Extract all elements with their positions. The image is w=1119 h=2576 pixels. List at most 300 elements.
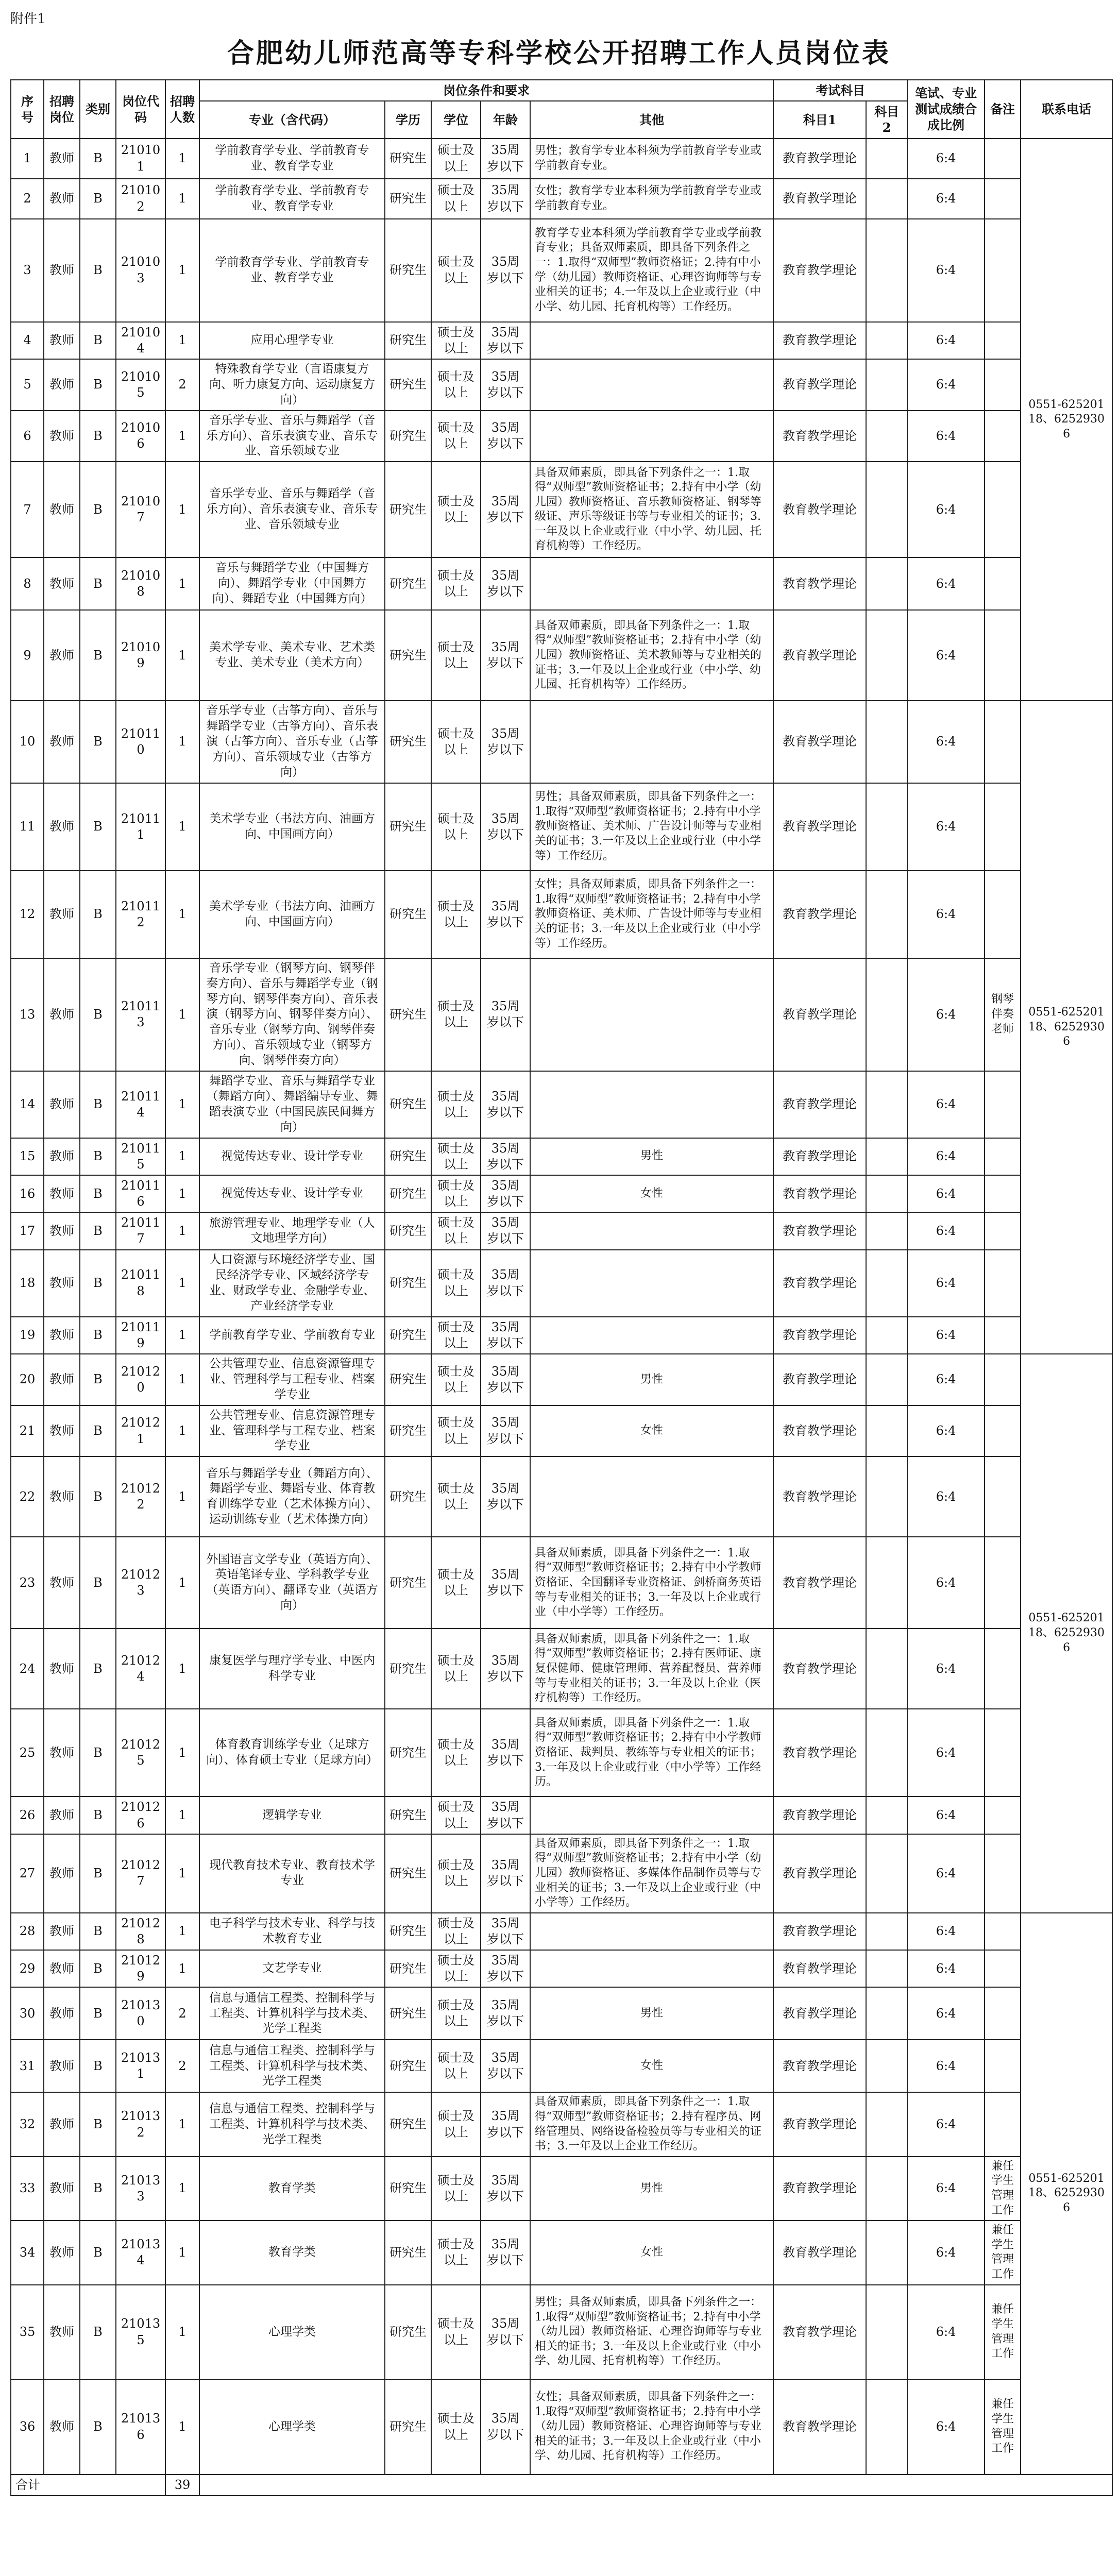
cell-degree: 硕士及以上 (431, 1797, 481, 1834)
cell-post: 教师 (44, 958, 80, 1071)
cell-remark (985, 783, 1021, 871)
cell-seq: 11 (11, 783, 44, 871)
cell-other (530, 1913, 773, 1950)
cell-age: 35周岁以下 (481, 2157, 530, 2221)
cell-post: 教师 (44, 359, 80, 411)
cell-count: 1 (165, 1250, 199, 1317)
cell-ratio: 6:4 (907, 1071, 985, 1138)
cell-remark: 兼任学生管理工作 (985, 2221, 1021, 2284)
cell-seq: 15 (11, 1138, 44, 1175)
cell-category: B (80, 139, 116, 179)
total-label: 合计 (11, 2475, 165, 2496)
cell-post: 教师 (44, 1913, 80, 1950)
cell-subject2 (866, 359, 907, 411)
cell-degree: 硕士及以上 (431, 1987, 481, 2040)
cell-degree: 硕士及以上 (431, 1537, 481, 1629)
cell-age: 35周岁以下 (481, 1138, 530, 1175)
cell-education: 研究生 (385, 1250, 431, 1317)
cell-post: 教师 (44, 610, 80, 701)
cell-education: 研究生 (385, 1797, 431, 1834)
cell-category: B (80, 1950, 116, 1987)
table-row (11, 322, 1112, 359)
cell-ratio: 6:4 (907, 1212, 985, 1249)
cell-seq: 24 (11, 1629, 44, 1709)
cell-age: 35周岁以下 (481, 701, 530, 783)
cell-ratio: 6:4 (907, 557, 985, 610)
cell-age: 35周岁以下 (481, 1456, 530, 1537)
cell-age: 35周岁以下 (481, 322, 530, 359)
table-row (11, 1405, 1112, 1457)
cell-other: 女性 (530, 2040, 773, 2092)
cell-ratio: 6:4 (907, 1834, 985, 1913)
table-row (11, 359, 1112, 411)
header-seq: 序号 (11, 80, 44, 139)
cell-education: 研究生 (385, 139, 431, 179)
table-row (11, 1629, 1112, 1709)
cell-code: 210125 (116, 1709, 165, 1797)
table-row (11, 1250, 1112, 1317)
cell-count: 1 (165, 610, 199, 701)
cell-subject2 (866, 1709, 907, 1797)
cell-education: 研究生 (385, 1629, 431, 1709)
cell-age: 35周岁以下 (481, 1629, 530, 1709)
cell-education: 研究生 (385, 2285, 431, 2380)
cell-subject2 (866, 1354, 907, 1405)
cell-subject2 (866, 139, 907, 179)
cell-category: B (80, 179, 116, 219)
cell-major: 外国语言文学专业（英语方向）、英语笔译专业、学科教学专业（英语方向）、翻译专业（英语方向） (199, 1537, 385, 1629)
cell-major: 康复医学与理疗学专业、中医内科学专业 (199, 1629, 385, 1709)
cell-subject1: 教育教学理论 (773, 1834, 866, 1913)
cell-code: 210121 (116, 1405, 165, 1457)
cell-subject2 (866, 2157, 907, 2221)
cell-count: 1 (165, 219, 199, 322)
cell-category: B (80, 1354, 116, 1405)
cell-education: 研究生 (385, 1138, 431, 1175)
cell-code: 210135 (116, 2285, 165, 2380)
cell-code: 210107 (116, 462, 165, 557)
cell-code: 210128 (116, 1913, 165, 1950)
cell-seq: 2 (11, 179, 44, 219)
cell-count: 1 (165, 1405, 199, 1457)
cell-age: 35周岁以下 (481, 610, 530, 701)
cell-other: 男性 (530, 1138, 773, 1175)
cell-age: 35周岁以下 (481, 462, 530, 557)
cell-category: B (80, 2221, 116, 2284)
cell-other (530, 1071, 773, 1138)
cell-seq: 14 (11, 1071, 44, 1138)
cell-degree: 硕士及以上 (431, 610, 481, 701)
cell-category: B (80, 2157, 116, 2221)
header-subject1: 科目1 (773, 101, 866, 138)
cell-remark (985, 1537, 1021, 1629)
cell-subject1: 教育教学理论 (773, 322, 866, 359)
cell-subject2 (866, 1317, 907, 1354)
cell-seq: 7 (11, 462, 44, 557)
cell-subject1: 教育教学理论 (773, 1175, 866, 1212)
cell-code: 210131 (116, 2040, 165, 2092)
cell-count: 1 (165, 2157, 199, 2221)
cell-seq: 9 (11, 610, 44, 701)
cell-degree: 硕士及以上 (431, 411, 481, 462)
cell-seq: 28 (11, 1913, 44, 1950)
total-empty (199, 2475, 1112, 2496)
cell-subject1: 教育教学理论 (773, 1405, 866, 1457)
cell-code: 210110 (116, 701, 165, 783)
cell-seq: 5 (11, 359, 44, 411)
cell-major: 特殊教育学专业（言语康复方向、听力康复方向、运动康复方向） (199, 359, 385, 411)
cell-remark (985, 411, 1021, 462)
cell-other: 具备双师素质，即具备下列条件之一：1.取得“双师型”教师资格证书；2.持有医师证、康复保健师、健康管理师、营养配餐员、营养师等与专业相关的证书；3.一年及以上企业（医疗机构等）工作经历。 (530, 1629, 773, 1709)
cell-post: 教师 (44, 2040, 80, 2092)
cell-count: 2 (165, 2040, 199, 2092)
cell-post: 教师 (44, 1987, 80, 2040)
table-row (11, 871, 1112, 958)
cell-age: 35周岁以下 (481, 179, 530, 219)
cell-subject2 (866, 871, 907, 958)
cell-education: 研究生 (385, 1537, 431, 1629)
cell-seq: 20 (11, 1354, 44, 1405)
cell-major: 现代教育技术专业、教育技术学专业 (199, 1834, 385, 1913)
cell-education: 研究生 (385, 2157, 431, 2221)
cell-major: 教育学类 (199, 2157, 385, 2221)
header-count: 招聘人数 (165, 80, 199, 139)
cell-category: B (80, 2092, 116, 2156)
cell-major: 音乐学专业、音乐与舞蹈学（音乐方向）、音乐表演专业、音乐专业、音乐领域专业 (199, 411, 385, 462)
cell-count: 2 (165, 1987, 199, 2040)
cell-remark (985, 1317, 1021, 1354)
cell-age: 35周岁以下 (481, 557, 530, 610)
cell-subject1: 教育教学理论 (773, 958, 866, 1071)
cell-subject1: 教育教学理论 (773, 462, 866, 557)
cell-ratio: 6:4 (907, 2092, 985, 2156)
cell-ratio: 6:4 (907, 958, 985, 1071)
cell-code: 210101 (116, 139, 165, 179)
cell-phone: 0551-62520118、62529306 (1021, 139, 1112, 701)
cell-count: 1 (165, 2221, 199, 2284)
cell-seq: 25 (11, 1709, 44, 1797)
cell-subject2 (866, 411, 907, 462)
header-phone: 联系电话 (1021, 80, 1112, 139)
cell-subject2 (866, 1913, 907, 1950)
cell-education: 研究生 (385, 219, 431, 322)
cell-major: 信息与通信工程类、控制科学与工程类、计算机科学与技术类、光学工程类 (199, 2040, 385, 2092)
cell-subject2 (866, 2285, 907, 2380)
cell-subject2 (866, 2221, 907, 2284)
cell-ratio: 6:4 (907, 1354, 985, 1405)
cell-ratio: 6:4 (907, 322, 985, 359)
cell-code: 210109 (116, 610, 165, 701)
cell-count: 1 (165, 557, 199, 610)
cell-seq: 34 (11, 2221, 44, 2284)
cell-category: B (80, 1405, 116, 1457)
cell-degree: 硕士及以上 (431, 1317, 481, 1354)
cell-age: 35周岁以下 (481, 139, 530, 179)
cell-ratio: 6:4 (907, 1629, 985, 1709)
cell-major: 逻辑学专业 (199, 1797, 385, 1834)
cell-ratio: 6:4 (907, 1987, 985, 2040)
header-exam: 考试科目 (773, 80, 907, 101)
cell-age: 35周岁以下 (481, 783, 530, 871)
cell-other: 具备双师素质，即具备下列条件之一：1.取得“双师型”教师资格证书；2.持有中小学教师资格证、全国翻译专业资格证、剑桥商务英语等与专业相关的证书；3.一年及以上企业或行业（中小学等）工作经历。 (530, 1537, 773, 1629)
cell-count: 1 (165, 871, 199, 958)
cell-major: 信息与通信工程类、控制科学与工程类、计算机科学与技术类、光学工程类 (199, 1987, 385, 2040)
cell-code: 210115 (116, 1138, 165, 1175)
cell-other (530, 701, 773, 783)
cell-remark (985, 1405, 1021, 1457)
cell-seq: 30 (11, 1987, 44, 2040)
cell-other (530, 411, 773, 462)
cell-count: 1 (165, 1537, 199, 1629)
cell-major: 舞蹈学专业、音乐与舞蹈学专业（舞蹈方向）、舞蹈编导专业、舞蹈表演专业（中国民族民间舞方向） (199, 1071, 385, 1138)
cell-subject1: 教育教学理论 (773, 1138, 866, 1175)
cell-education: 研究生 (385, 958, 431, 1071)
cell-ratio: 6:4 (907, 2040, 985, 2092)
cell-subject1: 教育教学理论 (773, 411, 866, 462)
cell-post: 教师 (44, 1354, 80, 1405)
cell-remark (985, 1797, 1021, 1834)
cell-category: B (80, 701, 116, 783)
cell-category: B (80, 462, 116, 557)
table-row (11, 1456, 1112, 1537)
cell-seq: 13 (11, 958, 44, 1071)
cell-category: B (80, 1175, 116, 1212)
cell-category: B (80, 2040, 116, 2092)
table-row (11, 179, 1112, 219)
cell-code: 210122 (116, 1456, 165, 1537)
cell-education: 研究生 (385, 1834, 431, 1913)
cell-degree: 硕士及以上 (431, 2040, 481, 2092)
cell-major: 公共管理专业、信息资源管理专业、管理科学与工程专业、档案学专业 (199, 1354, 385, 1405)
cell-degree: 硕士及以上 (431, 359, 481, 411)
cell-age: 35周岁以下 (481, 359, 530, 411)
table-row (11, 219, 1112, 322)
table-row (11, 411, 1112, 462)
cell-remark (985, 359, 1021, 411)
table-row (11, 1913, 1112, 1950)
cell-age: 35周岁以下 (481, 1405, 530, 1457)
cell-post: 教师 (44, 1138, 80, 1175)
cell-other (530, 1456, 773, 1537)
header-code: 岗位代码 (116, 80, 165, 139)
cell-count: 1 (165, 701, 199, 783)
cell-education: 研究生 (385, 1354, 431, 1405)
cell-subject1: 教育教学理论 (773, 1317, 866, 1354)
cell-category: B (80, 958, 116, 1071)
cell-remark (985, 1913, 1021, 1950)
cell-degree: 硕士及以上 (431, 179, 481, 219)
table-row (11, 2157, 1112, 2221)
cell-post: 教师 (44, 1175, 80, 1212)
header-remark: 备注 (985, 80, 1021, 139)
cell-ratio: 6:4 (907, 610, 985, 701)
cell-education: 研究生 (385, 1709, 431, 1797)
cell-remark (985, 1709, 1021, 1797)
cell-ratio: 6:4 (907, 219, 985, 322)
cell-remark (985, 610, 1021, 701)
header-major: 专业（含代码） (199, 101, 385, 138)
cell-subject2 (866, 1456, 907, 1537)
cell-post: 教师 (44, 2092, 80, 2156)
table-row (11, 1212, 1112, 1249)
cell-education: 研究生 (385, 359, 431, 411)
cell-remark (985, 1250, 1021, 1317)
cell-remark (985, 1354, 1021, 1405)
cell-subject1: 教育教学理论 (773, 1950, 866, 1987)
cell-age: 35周岁以下 (481, 1913, 530, 1950)
table-row (11, 1175, 1112, 1212)
positions-table (10, 79, 1113, 2496)
cell-degree: 硕士及以上 (431, 958, 481, 1071)
cell-other (530, 322, 773, 359)
cell-ratio: 6:4 (907, 462, 985, 557)
cell-category: B (80, 219, 116, 322)
cell-subject1: 教育教学理论 (773, 219, 866, 322)
cell-category: B (80, 1212, 116, 1249)
cell-phone: 0551-62520118、62529306 (1021, 701, 1112, 1354)
cell-major: 电子科学与技术专业、科学与技术教育专业 (199, 1913, 385, 1950)
cell-education: 研究生 (385, 2040, 431, 2092)
cell-count: 1 (165, 2380, 199, 2475)
positions-table-body (11, 139, 1112, 2496)
cell-post: 教师 (44, 1456, 80, 1537)
cell-remark (985, 322, 1021, 359)
cell-degree: 硕士及以上 (431, 1071, 481, 1138)
cell-code: 210104 (116, 322, 165, 359)
cell-seq: 18 (11, 1250, 44, 1317)
cell-other: 具备双师素质，即具备下列条件之一：1.取得“双师型”教师资格证书；2.持有中小学教师资格证、裁判员、教练等与专业相关的证书；3.一年及以上企业或行业（中小学等）工作经历。 (530, 1709, 773, 1797)
cell-other: 女性；教育学专业本科须为学前教育学专业或学前教育专业。 (530, 179, 773, 219)
cell-seq: 19 (11, 1317, 44, 1354)
cell-category: B (80, 610, 116, 701)
cell-count: 1 (165, 1913, 199, 1950)
cell-category: B (80, 1797, 116, 1834)
cell-subject1: 教育教学理论 (773, 1913, 866, 1950)
cell-count: 1 (165, 1456, 199, 1537)
cell-age: 35周岁以下 (481, 2221, 530, 2284)
cell-category: B (80, 1537, 116, 1629)
cell-major: 信息与通信工程类、控制科学与工程类、计算机科学与技术类、光学工程类 (199, 2092, 385, 2156)
cell-remark (985, 1456, 1021, 1537)
page-title: 合肥幼儿师范高等专科学校公开招聘工作人员岗位表 (227, 38, 891, 69)
cell-code: 210120 (116, 1354, 165, 1405)
cell-count: 1 (165, 2092, 199, 2156)
cell-other: 女性 (530, 2221, 773, 2284)
cell-other (530, 1212, 773, 1249)
header-category: 类别 (80, 80, 116, 139)
cell-remark (985, 871, 1021, 958)
cell-subject2 (866, 1987, 907, 2040)
cell-count: 1 (165, 1138, 199, 1175)
cell-other: 女性 (530, 1175, 773, 1212)
cell-degree: 硕士及以上 (431, 871, 481, 958)
cell-degree: 硕士及以上 (431, 701, 481, 783)
cell-other (530, 1797, 773, 1834)
header-ratio: 笔试、专业测试成绩合成比例 (907, 80, 985, 139)
cell-education: 研究生 (385, 1071, 431, 1138)
cell-other: 具备双师素质，即具备下列条件之一：1.取得“双师型”教师资格证书；2.持有程序员、网络管理员、网络设备检验员等与专业相关的证书；3.一年及以上企业工作经历。 (530, 2092, 773, 2156)
table-row (11, 1709, 1112, 1797)
cell-count: 1 (165, 322, 199, 359)
cell-post: 教师 (44, 139, 80, 179)
cell-category: B (80, 557, 116, 610)
cell-subject1: 教育教学理论 (773, 1354, 866, 1405)
cell-education: 研究生 (385, 871, 431, 958)
cell-subject2 (866, 1138, 907, 1175)
cell-category: B (80, 1709, 116, 1797)
cell-seq: 26 (11, 1797, 44, 1834)
cell-subject2 (866, 557, 907, 610)
cell-age: 35周岁以下 (481, 219, 530, 322)
cell-count: 1 (165, 2285, 199, 2380)
cell-seq: 29 (11, 1950, 44, 1987)
cell-post: 教师 (44, 1317, 80, 1354)
table-row (11, 2040, 1112, 2092)
cell-seq: 8 (11, 557, 44, 610)
cell-major: 旅游管理专业、地理学专业（人文地理学方向） (199, 1212, 385, 1249)
cell-subject1: 教育教学理论 (773, 359, 866, 411)
cell-age: 35周岁以下 (481, 1354, 530, 1405)
cell-age: 35周岁以下 (481, 1834, 530, 1913)
table-row (11, 139, 1112, 179)
table-row (11, 462, 1112, 557)
cell-count: 1 (165, 1797, 199, 1834)
cell-other: 女性；具备双师素质，即具备下列条件之一：1.取得“双师型”教师资格证书；2.持有中小学（幼儿园）教师资格证、心理咨询师等与专业相关的证书；3.一年及以上企业或行业（中小学、幼儿园、托育机构等）工作经历。 (530, 2380, 773, 2475)
cell-code: 210136 (116, 2380, 165, 2475)
cell-subject2 (866, 1212, 907, 1249)
cell-age: 35周岁以下 (481, 1709, 530, 1797)
cell-seq: 4 (11, 322, 44, 359)
cell-remark (985, 2040, 1021, 2092)
cell-major: 心理学类 (199, 2380, 385, 2475)
cell-age: 35周岁以下 (481, 411, 530, 462)
cell-subject1: 教育教学理论 (773, 1797, 866, 1834)
cell-remark (985, 219, 1021, 322)
cell-count: 1 (165, 179, 199, 219)
cell-subject1: 教育教学理论 (773, 1629, 866, 1709)
cell-other: 具备双师素质，即具备下列条件之一：1.取得“双师型”教师资格证书；2.持有中小学（幼儿园）教师资格证、音乐教师资格证、钢琴等级证、声乐等级证书等与专业相关的证书；3.一年及以上企业或行业（中小学、幼儿园、托育机构等）工作经历。 (530, 462, 773, 557)
cell-category: B (80, 1456, 116, 1537)
cell-subject1: 教育教学理论 (773, 1212, 866, 1249)
cell-ratio: 6:4 (907, 1250, 985, 1317)
cell-ratio: 6:4 (907, 1405, 985, 1457)
cell-degree: 硕士及以上 (431, 1138, 481, 1175)
cell-education: 研究生 (385, 701, 431, 783)
cell-seq: 16 (11, 1175, 44, 1212)
header-age: 年龄 (481, 101, 530, 138)
table-row (11, 2285, 1112, 2380)
table-row (11, 1537, 1112, 1629)
cell-degree: 硕士及以上 (431, 1834, 481, 1913)
cell-category: B (80, 1317, 116, 1354)
cell-other (530, 1317, 773, 1354)
cell-age: 35周岁以下 (481, 1317, 530, 1354)
cell-education: 研究生 (385, 1405, 431, 1457)
cell-other (530, 359, 773, 411)
cell-subject2 (866, 1834, 907, 1913)
cell-degree: 硕士及以上 (431, 1354, 481, 1405)
header-conditions: 岗位条件和要求 (199, 80, 773, 101)
cell-education: 研究生 (385, 1456, 431, 1537)
cell-remark (985, 139, 1021, 179)
cell-ratio: 6:4 (907, 701, 985, 783)
cell-education: 研究生 (385, 411, 431, 462)
cell-remark (985, 1212, 1021, 1249)
cell-education: 研究生 (385, 462, 431, 557)
cell-count: 1 (165, 1354, 199, 1405)
cell-phone: 0551-62520118、62529306 (1021, 1913, 1112, 2475)
cell-code: 210123 (116, 1537, 165, 1629)
